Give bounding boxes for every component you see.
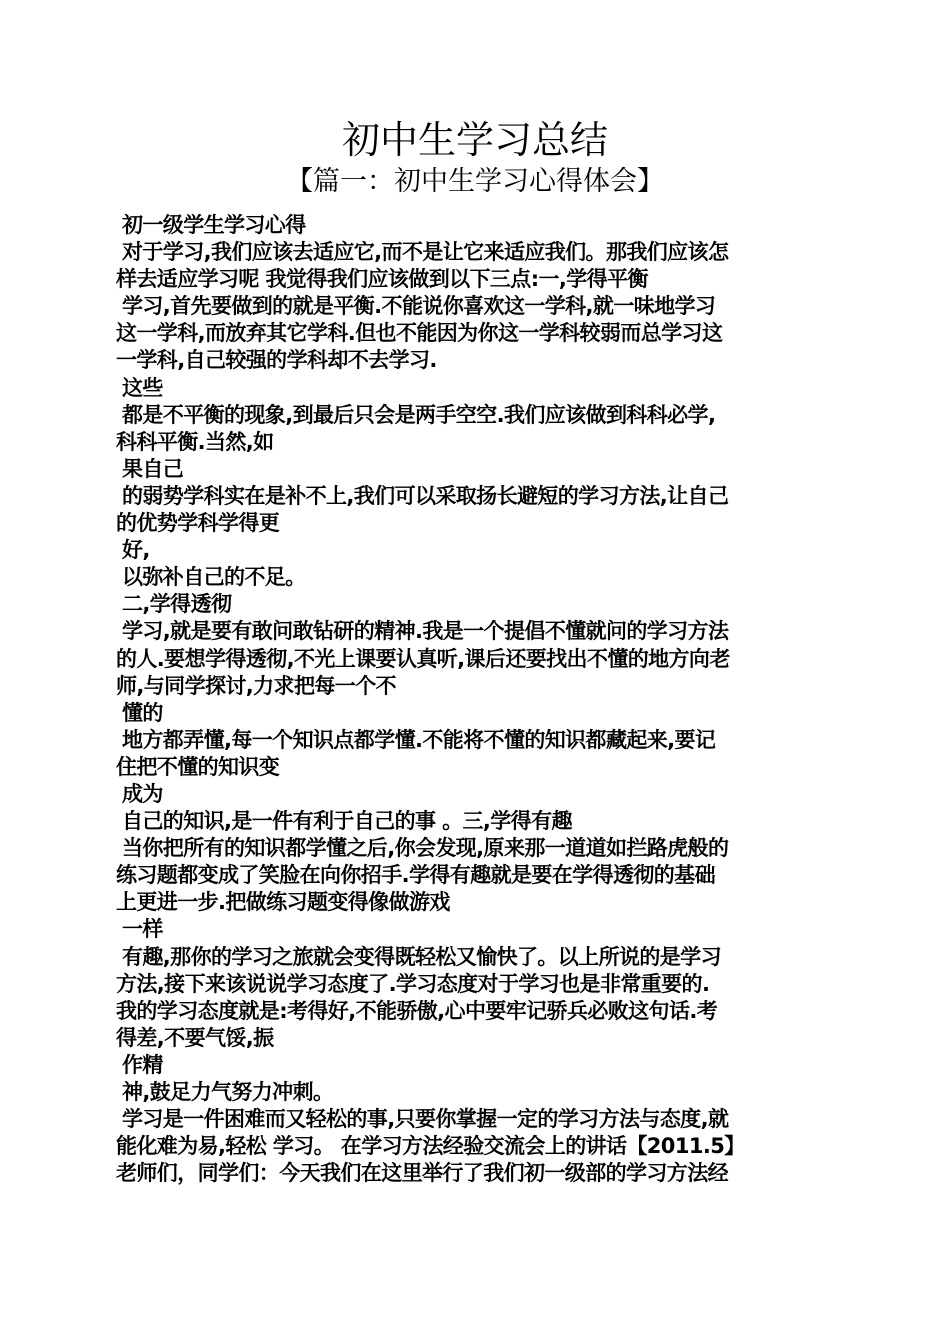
body-text-line: 能化难为易,轻松 学习。 在学习方法经验交流会上的讲话【2011.5】 xyxy=(116,1134,745,1159)
document-title: 初中生学习总结 xyxy=(341,118,608,162)
body-text-line: 学习是一件困难而又轻松的事,只要你掌握一定的学习方法与态度,就 xyxy=(122,1107,729,1132)
body-text-line: 师,与同学探讨,力求把每一个不 xyxy=(116,673,396,698)
body-text-line: 方法,接下来该说说学习态度了.学习态度对于学习也是非常重要的. xyxy=(116,971,710,996)
body-text-line: 学习,就是要有敢问敢钻研的精神.我是一个提倡不懂就问的学习方法 xyxy=(122,619,729,644)
body-text-line: 老师们，同学们：今天我们在这里举行了我们初一级部的学习方法经 xyxy=(116,1161,728,1186)
document-subtitle: 【篇一：初中生学习心得体会】 xyxy=(286,166,664,197)
body-text-line: 作精 xyxy=(122,1052,163,1077)
body-text-line: 以弥补自己的不足。 xyxy=(122,565,306,590)
body-text-line: 练习题都变成了笑脸在向你招手.学得有趣就是要在学得透彻的基础 xyxy=(116,863,715,888)
body-text-line: 地方都弄懂,每一个知识点都学懂.不能将不懂的知识都藏起来,要记 xyxy=(122,727,716,752)
body-text-line: 神,鼓足力气努力冲刺。 xyxy=(122,1080,334,1104)
document-body xyxy=(116,212,838,1187)
body-text-line: 这些 xyxy=(122,375,163,400)
body-text-line: 得差,不要气馁,振 xyxy=(116,1025,274,1050)
body-text-line: 的优势学科学得更 xyxy=(116,511,280,536)
body-text-line: 住把不懂的知识变 xyxy=(116,754,280,779)
body-text-line: 我的学习态度就是:考得好,不能骄傲,心中要牢记骄兵必败这句话.考 xyxy=(116,998,718,1023)
body-text-line: 懂的 xyxy=(122,700,163,725)
body-text-line: 自己的知识,是一件有利于自己的事 。三,学得有趣 xyxy=(122,809,572,834)
body-text-line: 初一级学生学习心得 xyxy=(122,213,306,237)
body-text-line: 学习,首先要做到的就是平衡.不能说你喜欢这一学科,就一味地学习 xyxy=(122,294,716,319)
body-text-line: 好, xyxy=(122,538,150,563)
body-text-line: 当你把所有的知识都学懂之后,你会发现,原来那一道道如拦路虎般的 xyxy=(122,836,729,861)
body-text-line: 一学科,自己较强的学科却不去学习. xyxy=(116,348,437,373)
body-text-line: 一样 xyxy=(122,917,163,942)
body-text-line: 样去适应学习呢 我觉得我们应该做到以下三点:一,学得平衡 xyxy=(116,267,648,292)
body-text-line: 都是不平衡的现象,到最后只会是两手空空.我们应该做到科科必学, xyxy=(122,402,716,427)
body-text-line: 有趣,那你的学习之旅就会变得既轻松又愉快了。以上所说的是学习 xyxy=(122,944,721,969)
body-text-line: 的弱势学科实在是补不上,我们可以采取扬长避短的学习方法,让自己 xyxy=(122,483,729,508)
body-text-line: 的人.要想学得透彻,不光上课要认真听,课后还要找出不懂的地方向老 xyxy=(116,646,730,671)
body-text-line: 对于学习,我们应该去适应它,而不是让它来适应我们。那我们应该怎 xyxy=(122,240,729,265)
body-text-line: 这一学科,而放弃其它学科.但也不能因为你这一学科较弱而总学习这 xyxy=(116,321,723,346)
body-text-line: 科科平衡.当然,如 xyxy=(116,429,274,454)
body-text-line: 上更进一步.把做练习题变得像做游戏 xyxy=(116,890,450,915)
body-text-line: 成为 xyxy=(122,781,163,806)
body-text-line: 果自己 xyxy=(122,456,184,481)
body-text-line: 二,学得透彻 xyxy=(122,592,232,617)
